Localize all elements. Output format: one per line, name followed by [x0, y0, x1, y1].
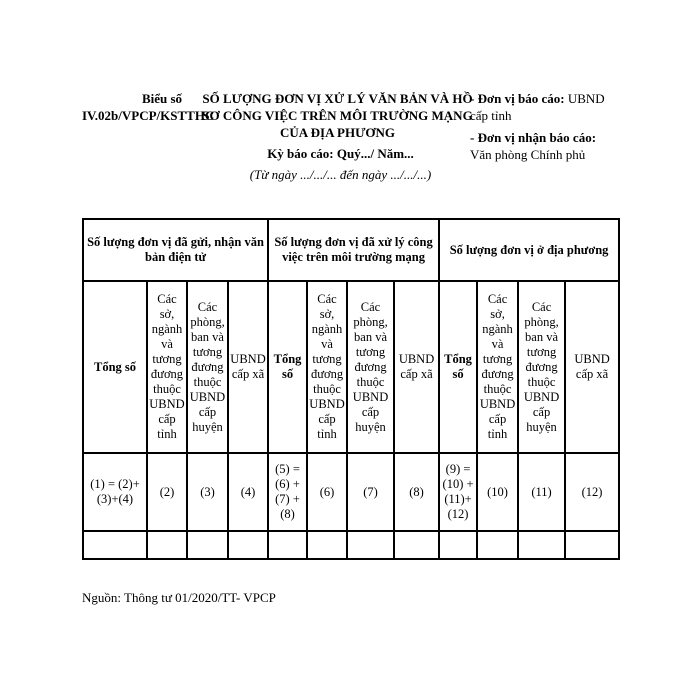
data-cell[interactable] — [565, 531, 619, 559]
source-note: Nguồn: Thông tư 01/2020/TT- VPCP — [82, 590, 276, 605]
receiving-unit-value: Văn phòng Chính phủ — [470, 147, 586, 162]
sub-header-district-offices: Các phòng, ban và tương đương thuộc UBND cấp huyện — [347, 281, 394, 453]
data-entry-row — [83, 531, 619, 559]
data-cell[interactable] — [187, 531, 228, 559]
sub-header-commune-ubnd: UBND cấp xã — [228, 281, 268, 453]
document-title: SỐ LƯỢNG ĐƠN VỊ XỬ LÝ VĂN BẢN VÀ HỒ SƠ CÔNG VIỆC TRÊN MÔI TRƯỜNG MẠNG CỦA ĐỊA PHƯƠNG — [202, 91, 473, 140]
form-code-line1: Biểu số — [141, 91, 183, 106]
sub-header-commune-ubnd: UBND cấp xã — [565, 281, 619, 453]
data-cell[interactable] — [228, 531, 268, 559]
receiving-unit — [470, 129, 610, 163]
sub-header-total: Tổng số — [439, 281, 477, 453]
reporting-unit-value: UBND cấp tỉnh — [470, 91, 605, 123]
column-index-cell: (8) — [394, 453, 439, 531]
date-range: (Từ ngày .../.../... đến ngày .../.../...) — [249, 167, 432, 182]
data-cell[interactable] — [83, 531, 147, 559]
column-index-cell: (9) = (10) + (11)+ (12) — [439, 453, 477, 531]
data-cell[interactable] — [307, 531, 347, 559]
column-index-cell: (4) — [228, 453, 268, 531]
group-header-row — [83, 219, 619, 281]
data-cell[interactable] — [347, 531, 394, 559]
group-header-local-units: Số lượng đơn vị ở địa phương — [439, 219, 619, 281]
column-index-cell: (5) = (6) + (7) + (8) — [268, 453, 307, 531]
reporting-unit-label: - Đơn vị báo cáo: — [470, 91, 565, 106]
column-index-row — [83, 453, 619, 531]
column-index-cell: (3) — [187, 453, 228, 531]
sub-header-commune-ubnd: UBND cấp xã — [394, 281, 439, 453]
sub-header-district-offices: Các phòng, ban và tương đương thuộc UBND cấp huyện — [518, 281, 565, 453]
column-index-cell: (11) — [518, 453, 565, 531]
sub-header-district-offices: Các phòng, ban và tương đương thuộc UBND cấp huyện — [187, 281, 228, 453]
sub-header-provincial-departments: Các sở, ngành và tương đương thuộc UBND cấp tỉnh — [147, 281, 187, 453]
data-cell[interactable] — [147, 531, 187, 559]
column-index-cell: (6) — [307, 453, 347, 531]
sub-header-provincial-departments: Các sở, ngành và tương đương thuộc UBND cấp tỉnh — [307, 281, 347, 453]
data-cell[interactable] — [394, 531, 439, 559]
sub-header-provincial-departments: Các sở, ngành và tương đương thuộc UBND cấp tỉnh — [477, 281, 518, 453]
sub-header-total: Tổng số — [83, 281, 147, 453]
sub-header-total: Tổng số — [268, 281, 307, 453]
form-code-line2: IV.02b/VPCP/KSTTHC — [82, 108, 215, 123]
reporting-unit — [470, 90, 625, 124]
sub-header-row — [83, 281, 619, 453]
group-header-processed-online: Số lượng đơn vị đã xử lý công việc trên môi trường mạng — [268, 219, 439, 281]
data-cell[interactable] — [477, 531, 518, 559]
report-table — [82, 218, 620, 560]
data-cell[interactable] — [518, 531, 565, 559]
column-index-cell: (7) — [347, 453, 394, 531]
column-index-cell: (1) = (2)+(3)+(4) — [83, 453, 147, 531]
column-index-cell: (2) — [147, 453, 187, 531]
group-header-sent-received: Số lượng đơn vị đã gửi, nhận văn bản điện tử — [83, 219, 268, 281]
data-cell[interactable] — [439, 531, 477, 559]
receiving-unit-label: - Đơn vị nhận báo cáo: — [470, 130, 597, 145]
column-index-cell: (10) — [477, 453, 518, 531]
data-cell[interactable] — [268, 531, 307, 559]
column-index-cell: (12) — [565, 453, 619, 531]
form-code — [82, 90, 215, 124]
report-period: Kỳ báo cáo: Quý.../ Năm... — [267, 146, 414, 161]
